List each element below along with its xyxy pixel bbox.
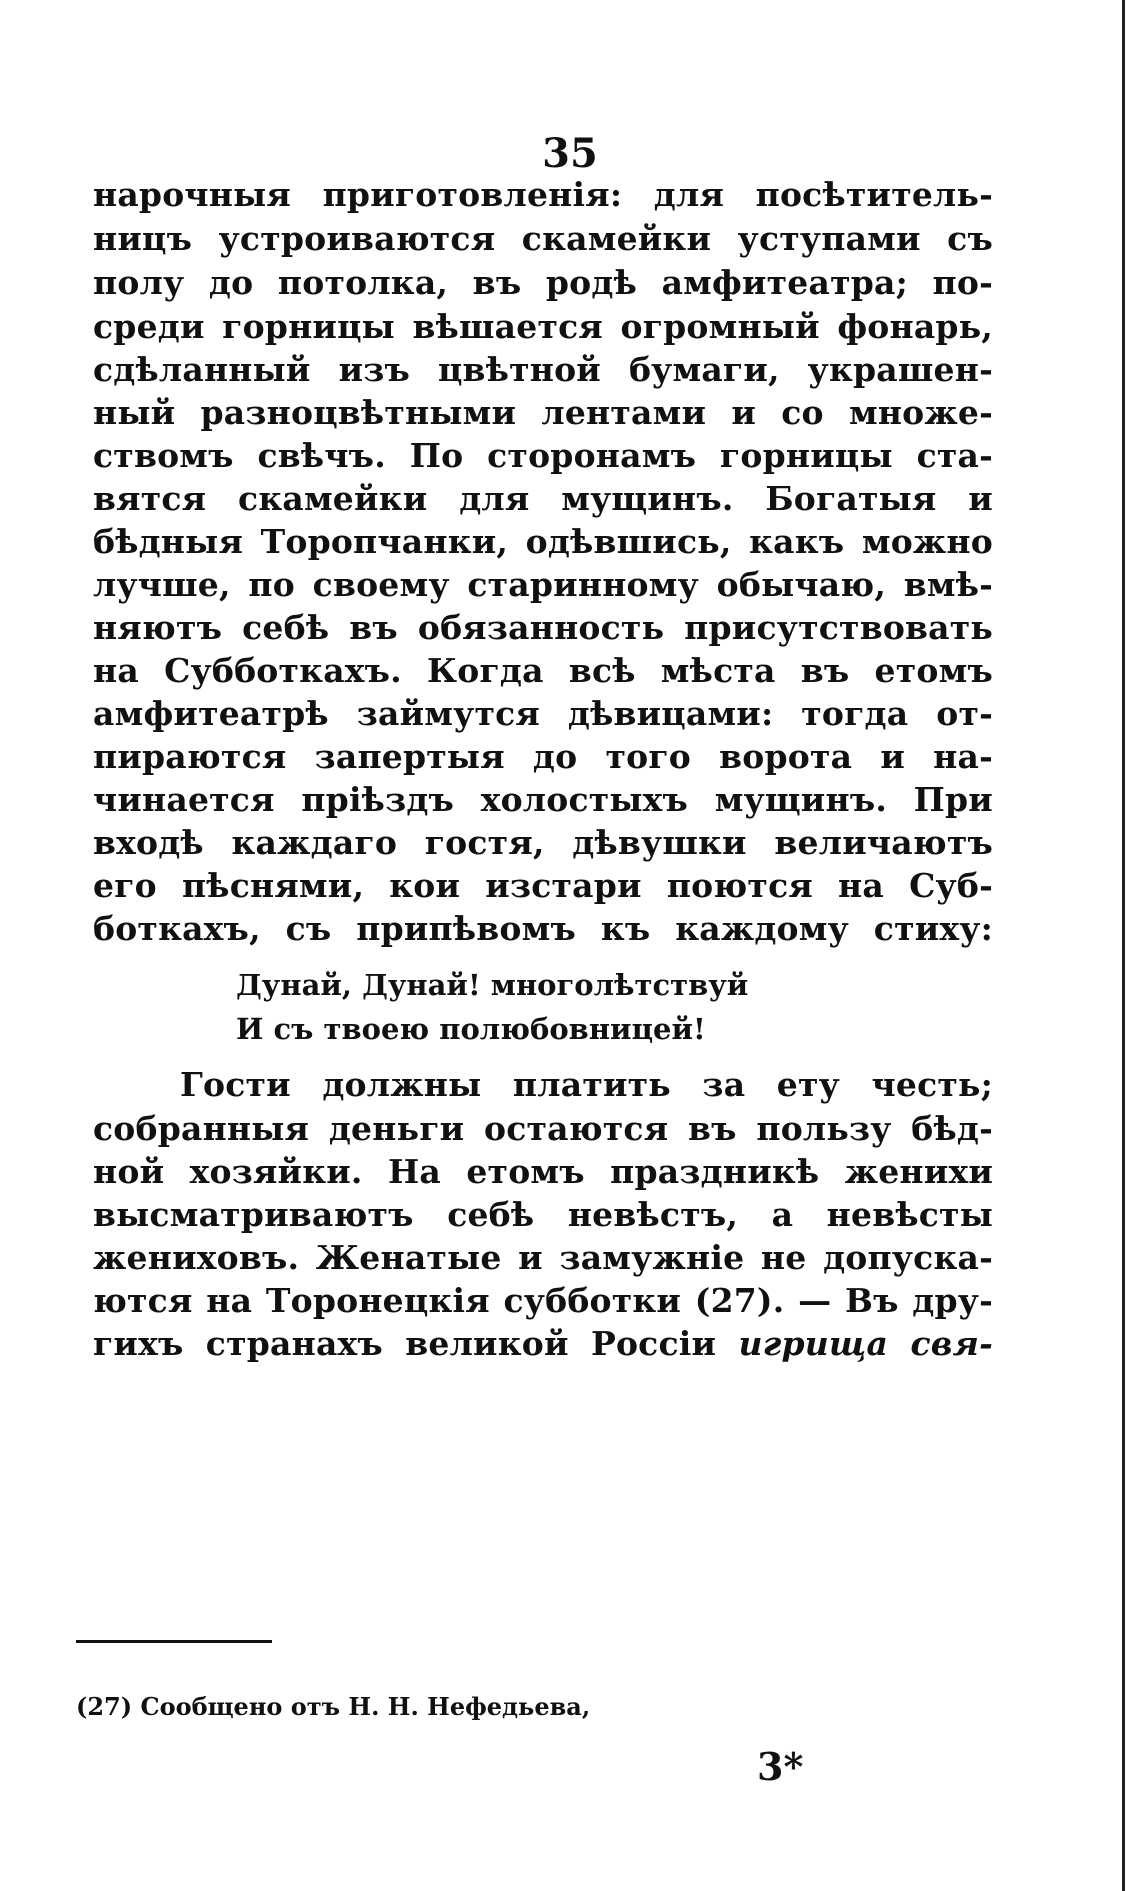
text-line: боткахъ, съ припѣвомъ къ каждому стиху: bbox=[93, 909, 993, 948]
signature-mark: 3* bbox=[757, 1744, 804, 1789]
page-spine-edge bbox=[1122, 0, 1125, 1891]
text-line: его пѣснями, кои изстари поются на Суб- bbox=[93, 866, 993, 905]
text-line: амфитеатрѣ займутся дѣвицами: тогда от- bbox=[93, 694, 993, 733]
text-line: лучше, по своему старинному обычаю, вмѣ- bbox=[93, 565, 993, 604]
text-line: полу до потолка, въ родѣ амфитеатра; по- bbox=[93, 263, 993, 302]
text-line: Гости должны платить за ету честь; bbox=[180, 1065, 993, 1104]
text-line: на Субботкахъ. Когда всѣ мѣста въ етомъ bbox=[93, 651, 993, 690]
text-line: высматриваютъ себѣ невѣстъ, а невѣсты bbox=[93, 1195, 993, 1234]
text-line: вятся скамейки для мущинъ. Богатыя и bbox=[93, 479, 993, 518]
text-line: пираются запертыя до того ворота и на- bbox=[93, 737, 993, 776]
footnote: (27) Сообщено отъ Н. Н. Нефедьева, bbox=[76, 1692, 591, 1721]
text-line: ются на Торонецкія субботки (27). — Въ дру- bbox=[93, 1281, 993, 1320]
text-line: ной хозяйки. На етомъ праздникѣ женихи bbox=[93, 1152, 993, 1191]
page-number: 35 bbox=[542, 130, 598, 177]
text-line: бѣдныя Торопчанки, одѣвшись, какъ можно bbox=[93, 522, 993, 561]
text-line: собранныя деньги остаются въ пользу бѣд- bbox=[93, 1109, 993, 1148]
last-line-plain-text: гихъ странахъ великой Россіи bbox=[93, 1324, 739, 1363]
text-line: сдѣланный изъ цвѣтной бумаги, украшен- bbox=[93, 350, 993, 389]
text-line: нарочныя приготовленія: для посѣтитель- bbox=[93, 175, 993, 214]
text-line: чинается пріѣздъ холостыхъ мущинъ. При bbox=[93, 780, 993, 819]
verse-line: И съ твоею полюбовницей! bbox=[236, 1012, 706, 1046]
footnote-divider bbox=[76, 1640, 272, 1643]
text-line: среди горницы вѣшается огромный фонарь, bbox=[93, 307, 993, 346]
text-line: жениховъ. Женатые и замужніе не допуска- bbox=[93, 1238, 993, 1277]
text-line: ный разноцвѣтными лентами и со множе- bbox=[93, 393, 993, 432]
verse-line: Дунай, Дунай! многолѣтствуй bbox=[236, 968, 749, 1002]
last-line-italic-text: игрища свя- bbox=[738, 1324, 993, 1363]
text-line: няютъ себѣ въ обязанность присутствовать bbox=[93, 608, 993, 647]
text-line-last bbox=[93, 1324, 993, 1363]
text-line: ницъ устроиваются скамейки уступами съ bbox=[93, 219, 993, 258]
text-line: входѣ каждаго гостя, дѣвушки величаютъ bbox=[93, 823, 993, 862]
text-line: ствомъ свѣчъ. По сторонамъ горницы ста- bbox=[93, 436, 993, 475]
